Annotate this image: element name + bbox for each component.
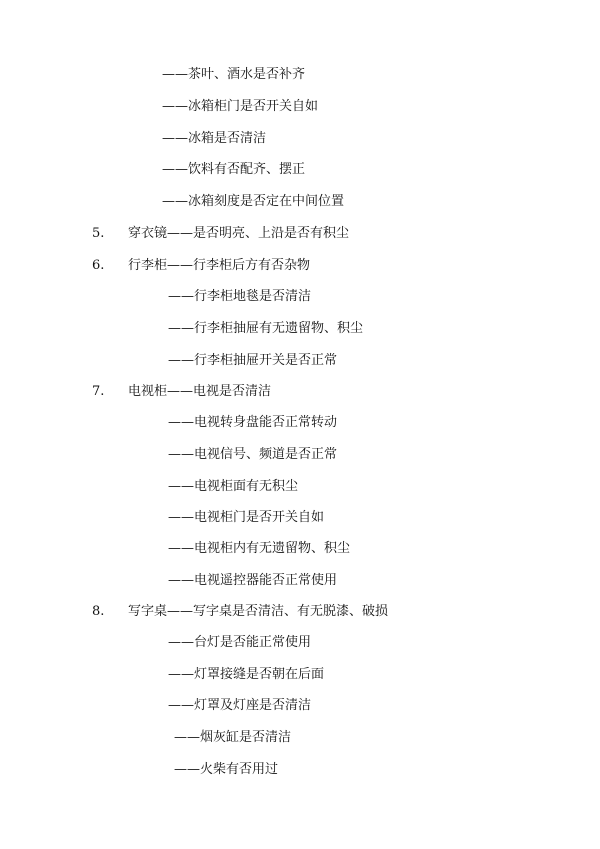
sub-line: ——灯罩及灯座是否清洁 [168,698,312,713]
sub-line: ——电视信号、频道是否正常 [168,447,338,462]
sub-line: ——烟灰缸是否清洁 [174,730,292,745]
item-number: 5. [92,226,105,241]
sub-line: ——行李柜抽屉开关是否正常 [168,353,338,368]
sub-line: ——电视转身盘能否正常转动 [168,415,338,430]
item-text: 电视柜——电视是否清洁 [128,384,272,399]
sub-line: ——火柴有否用过 [174,762,279,777]
item-number: 8. [92,604,105,619]
item-text: 写字桌——写字桌是否清洁、有无脱漆、破损 [128,604,389,619]
sub-line: ——行李柜地毯是否清洁 [168,289,312,304]
sub-line: ——电视柜面有无积尘 [168,479,299,494]
item-number: 6. [92,258,105,273]
sub-line: ——台灯是否能正常使用 [168,635,312,650]
text-line: ——饮料有否配齐、摆正 [162,162,306,177]
text-line: ——冰箱柜门是否开关自如 [162,99,319,114]
item-text: 行李柜——行李柜后方有否杂物 [128,258,311,273]
item-number: 7. [92,384,105,399]
sub-line: ——行李柜抽屉有无遗留物、积尘 [168,321,364,336]
sub-line: ——电视柜内有无遗留物、积尘 [168,541,351,556]
text-line: ——茶叶、酒水是否补齐 [162,67,306,82]
text-line: ——冰箱是否清洁 [162,131,267,146]
text-line: ——冰箱刻度是否定在中间位置 [162,194,345,209]
item-text: 穿衣镜——是否明亮、上沿是否有积尘 [128,226,350,241]
sub-line: ——灯罩接缝是否朝在后面 [168,667,325,682]
sub-line: ——电视柜门是否开关自如 [168,510,325,525]
sub-line: ——电视遥控器能否正常使用 [168,573,338,588]
